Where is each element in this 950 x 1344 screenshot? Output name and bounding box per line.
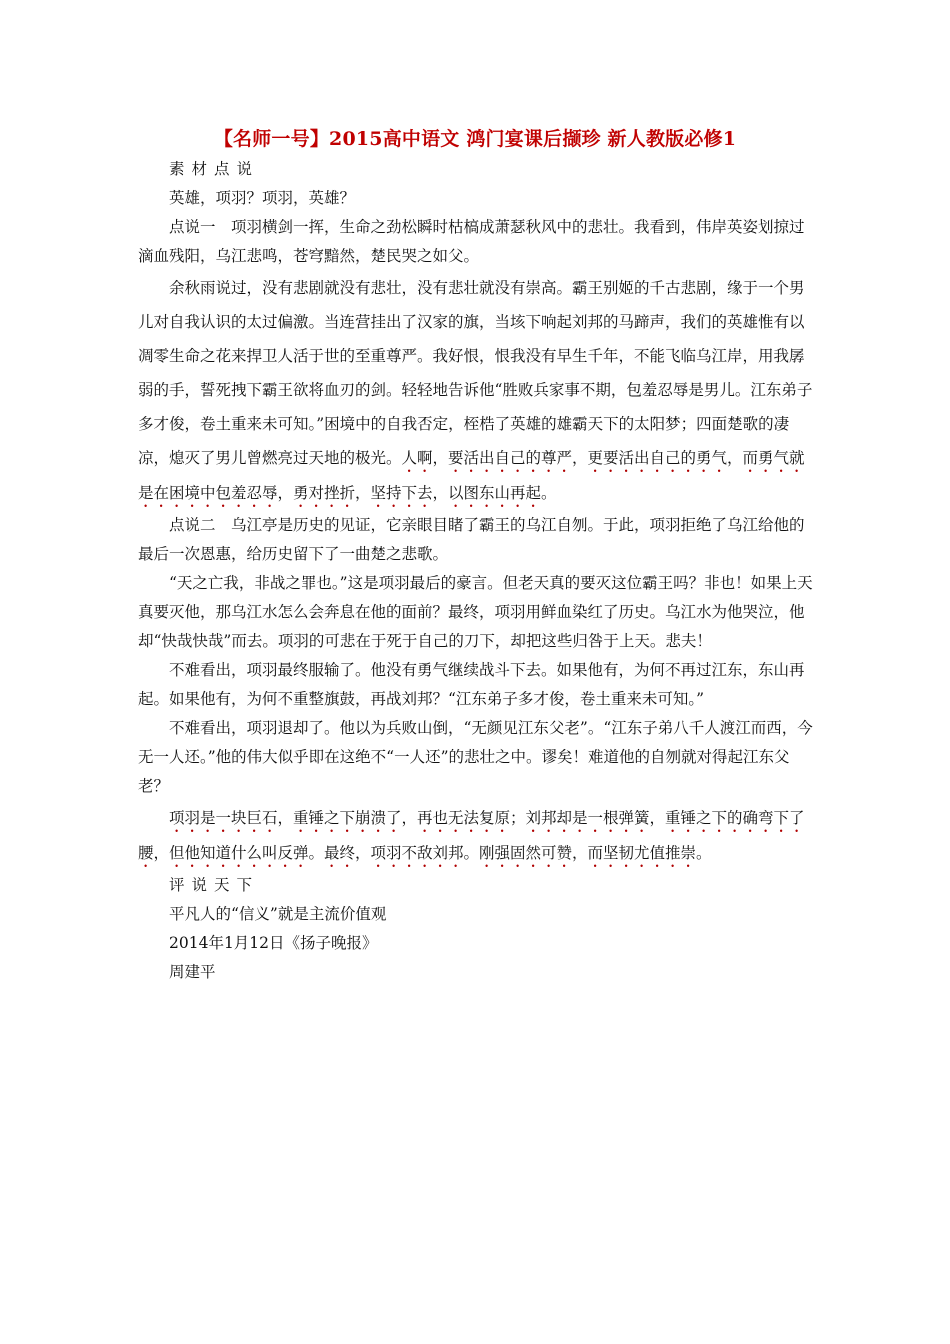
article-author: 周建平: [169, 963, 216, 981]
document-body: [138, 155, 814, 987]
paragraph-retreat: 不难看出，项羽退却了。他以为兵败山倒，“无颜见江东父老”。“江东子弟八千人渡江而西，今无一人还。”他的伟大似乎即在这绝不“一人还”的悲壮之中。谬矣！难道他的自刎就对得起江东父老？: [138, 719, 813, 795]
paragraph-point-one: 点说一 项羽横剑一挥，生命之劲松瞬时枯槁成萧瑟秋风中的悲壮。我看到，伟岸英姿划掠过滴血残阳，乌江悲鸣，苍穹黯然，楚民哭之如父。: [138, 218, 805, 265]
paragraph-yu-qiuyu: [138, 271, 814, 511]
document-title: 【名师一号】2015高中语文 鸿门宴课后撷珍 新人教版必修1: [213, 128, 737, 150]
paragraph-point-two: 点说二 乌江亭是历史的见证，它亲眼目睹了霸王的乌江自刎。于此，项羽拒绝了乌江给他的最后一次恩惠，给历史留下了一曲楚之悲歌。: [138, 516, 805, 563]
article-date-source: 2014年1月12日《扬子晚报》: [169, 934, 378, 952]
article-title: 平凡人的“信义”就是主流价值观: [169, 905, 387, 923]
emphasized-text: 人啊，要活出自己的尊严，更要活出自己的勇气，而勇气就是在困境中包羞忍辱，勇对挫折，坚持下去，以图东山再起。: [138, 449, 805, 502]
paragraph-heaven: “天之亡我，非战之罪也。”这是项羽最后的豪言。但老天真的要灭这位霸王吗？非也！如果上天真要灭他，那乌江水怎么会奔息在他的面前？最终，项羽用鲜血染红了历史。乌江水为他哭泣，他却“快哉快哉”而去。项羽的可悲在于死于自己的刀下，却把这些归咎于上天。悲夫！: [138, 574, 813, 650]
paragraph-text: 余秋雨说过，没有悲剧就没有悲壮，没有悲壮就没有崇高。霸王别姬的千古悲剧，缘于一个男儿对自我认识的太过偏激。当连营挂出了汉家的旗，当垓下响起刘邦的马蹄声，我们的英雄惟有以凋零生命之花来捍卫人活于世的至重尊严。我好恨，恨我没有早生千年，不能飞临乌江岸，用我孱弱的手，誓死拽下霸王欲将血刃的剑。轻轻地告诉他“胜败兵家事不期，包羞忍辱是男儿。江东弟子多才俊，卷土重来未可知。”困境中的自我否定，桎梏了英雄的雄霸天下的太阳梦；四面楚歌的凄凉，熄灭了男儿曾燃亮过天地的极光。: [138, 279, 813, 467]
paragraph-surrender: 不难看出，项羽最终服输了。他没有勇气继续战斗下去。如果他有，为何不再过江东，东山再起。如果他有，为何不重整旗鼓，再战刘邦？“江东弟子多才俊，卷土重来未可知。”: [138, 661, 805, 708]
section-heading-material: 素材点说: [169, 160, 260, 178]
section-heading-commentary: 评说天下: [169, 876, 260, 894]
paragraph-rock-spring: [138, 801, 814, 871]
emphasized-text: 项羽是一块巨石，重锤之下崩溃了，再也无法复原；刘邦却是一根弹簧，重锤之下的确弯下了腰，但他知道什么叫反弹。最终，项羽不敌刘邦。刚强固然可赞，而坚韧尤值推崇。: [138, 809, 805, 862]
intro-line: 英雄，项羽？项羽，英雄？: [169, 189, 356, 207]
